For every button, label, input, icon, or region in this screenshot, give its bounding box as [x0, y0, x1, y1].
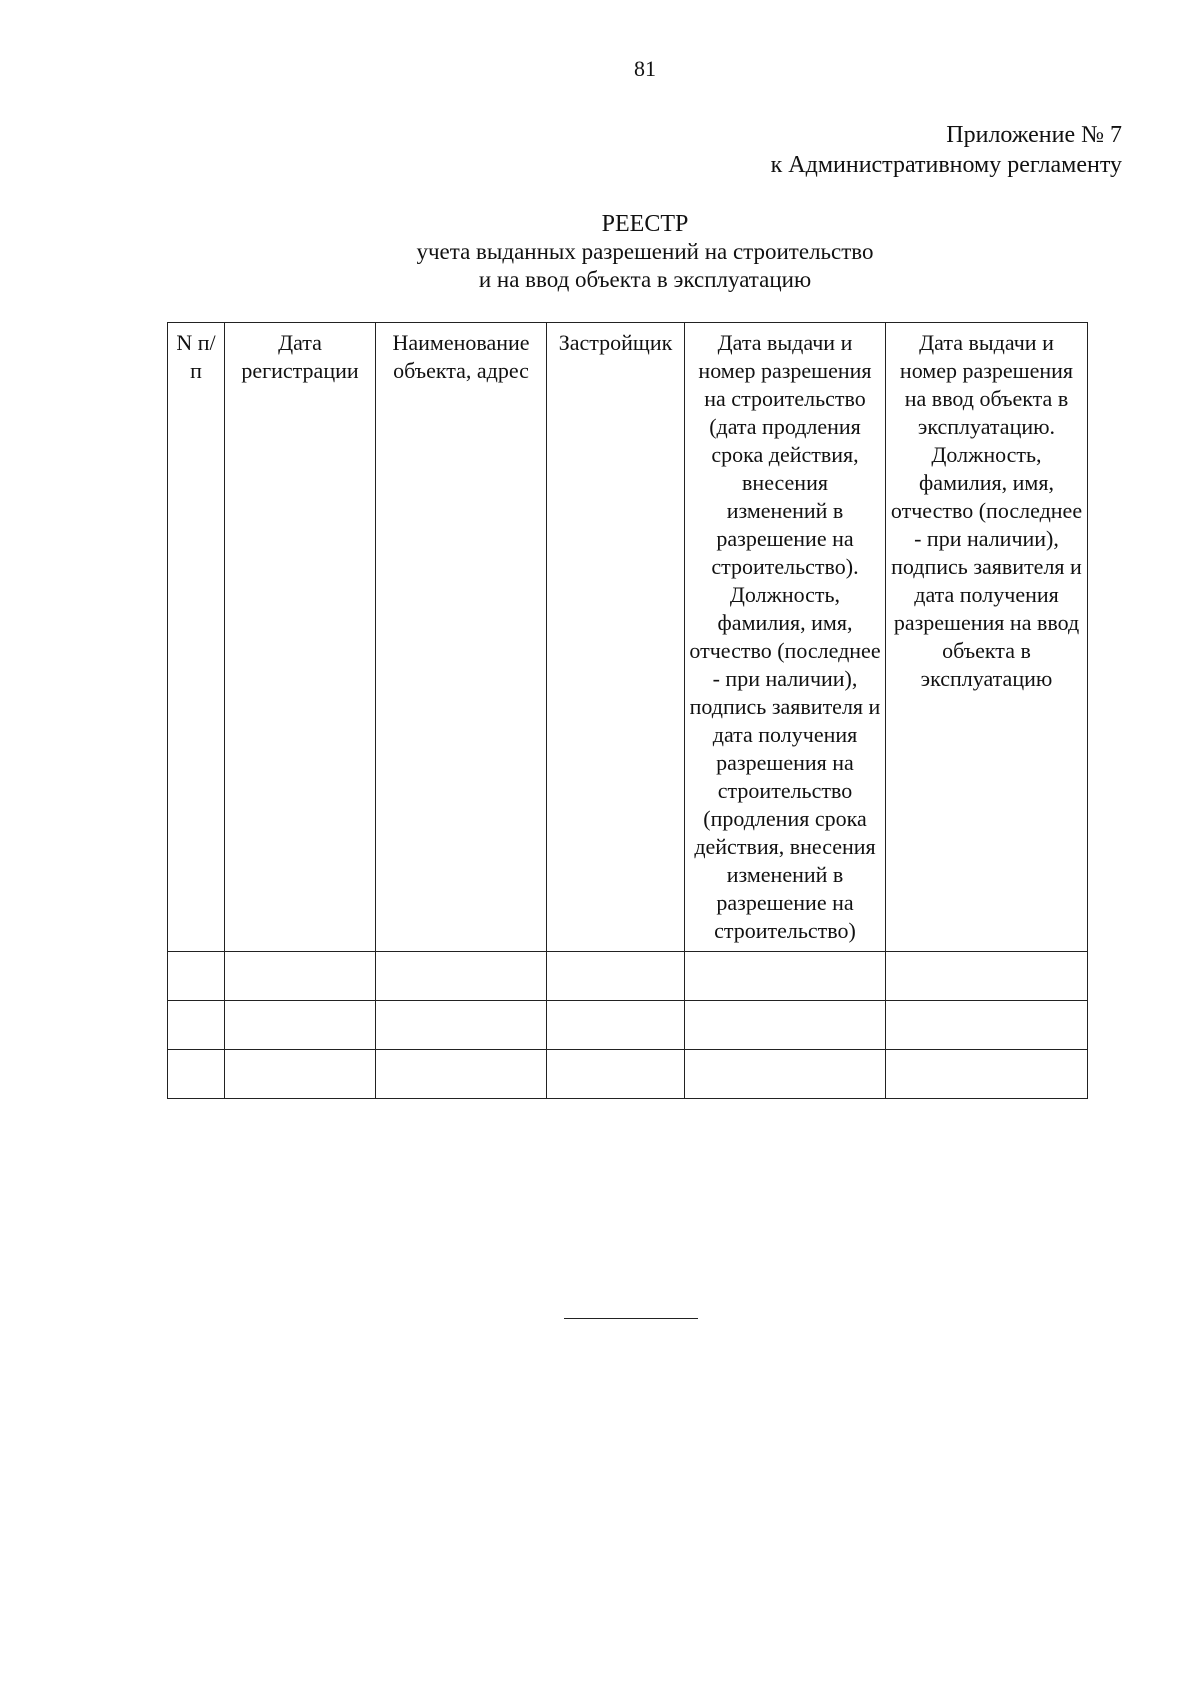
header-registration-date: Дата регистрации [225, 323, 376, 952]
table-row [168, 1001, 1088, 1050]
table-row [168, 952, 1088, 1001]
header-object-name-address: Наименование объекта, адрес [376, 323, 547, 952]
title-registry: РЕЕСТР [601, 211, 689, 237]
title-subtitle-line1: учета выданных разрешений на строительство [416, 239, 874, 264]
table-cell [225, 1050, 376, 1099]
table-cell [547, 952, 685, 1001]
table-cell [168, 1001, 225, 1050]
table-cell [685, 1001, 886, 1050]
table-cell [685, 1050, 886, 1099]
title-subtitle-line2: и на ввод объекта в эксплуатацию [478, 267, 812, 292]
table-cell [225, 952, 376, 1001]
header-developer: Застройщик [547, 323, 685, 952]
table-cell [376, 952, 547, 1001]
table-cell [376, 1001, 547, 1050]
appendix-number: Приложение № 7 [946, 122, 1122, 148]
header-commissioning-permit: Дата выдачи и номер разрешения на ввод объекта в эксплуатацию. Должность, фамилия, имя, отчество (последнее - при наличии), подпись заявителя и дата получения разрешения на ввод объекта в эксплуатацию [886, 323, 1088, 952]
page-number: 81 [634, 56, 656, 81]
table-cell [168, 1050, 225, 1099]
table-cell [376, 1050, 547, 1099]
registry-table [167, 322, 1088, 1099]
header-number: N п/п [168, 323, 225, 952]
header-construction-permit: Дата выдачи и номер разрешения на строительство (дата продления срока действия, внесения изменений в разрешение на строительство). Должность, фамилия, имя, отчество (последнее - при наличии), подпись заявителя и дата получения разрешения на строительство (продления срока действия, внесения изменений в разрешение на строительство) [685, 323, 886, 952]
table-row [168, 1050, 1088, 1099]
table-cell [685, 952, 886, 1001]
table-cell [547, 1050, 685, 1099]
table-cell [168, 952, 225, 1001]
appendix-reference [771, 120, 1122, 180]
document-title [0, 210, 1200, 294]
table-cell [886, 1050, 1088, 1099]
table-cell [886, 952, 1088, 1001]
table-header-row [168, 323, 1088, 952]
end-of-document-divider [564, 1318, 698, 1319]
table-cell [886, 1001, 1088, 1050]
table-cell [547, 1001, 685, 1050]
appendix-regulation: к Административному регламенту [770, 152, 1122, 178]
table-cell [225, 1001, 376, 1050]
